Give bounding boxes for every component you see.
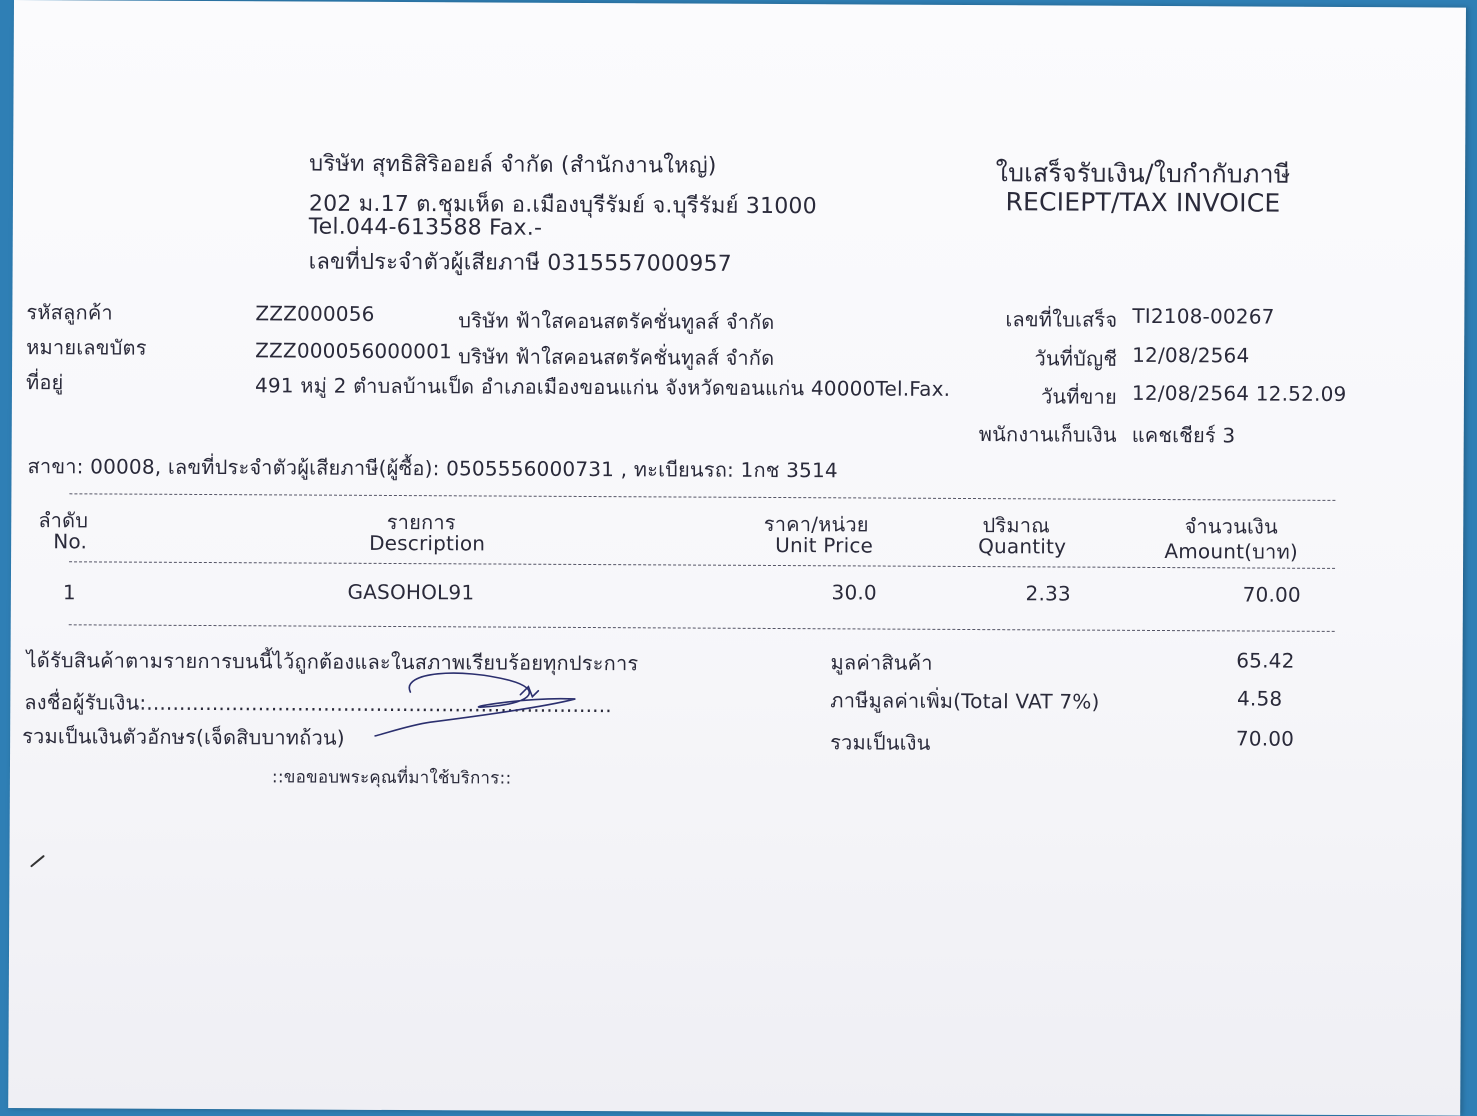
receipt-no-value: TI2108-00267 <box>1132 303 1275 329</box>
pen-mark <box>29 850 49 870</box>
header-price-en: Unit Price <box>775 532 874 558</box>
receipt-no-label: เลขที่ใบเสร็จ <box>1005 307 1118 332</box>
customer-card-name: บริษัท ฟ้าใสคอนสตรัคชั่นทูลส์ จำกัด <box>458 344 775 370</box>
customer-code-value: ZZZ000056 <box>255 301 375 326</box>
vat-label: ภาษีมูลค่าเพิ่ม(Total VAT 7%) <box>830 688 1100 714</box>
row-quantity: 2.33 <box>1025 581 1071 606</box>
sale-date-value: 12/08/2564 12.52.09 <box>1131 380 1347 406</box>
signature-line: ลงชื่อผู้รับเงิน:....................................................................... <box>24 690 612 718</box>
table-bottom-rule <box>69 624 1335 632</box>
received-statement: ได้รับสินค้าตามรายการบนนี้ไว้ถูกต้องและในสภาพเรียบร้อยทุกประการ <box>26 648 639 676</box>
account-date-value: 12/08/2564 <box>1132 342 1250 368</box>
header-qty-en: Quantity <box>978 534 1067 559</box>
handwritten-signature <box>370 662 600 753</box>
row-description: GASOHOL91 <box>347 579 475 605</box>
header-desc-thai: รายการ <box>386 509 456 535</box>
sale-date-label: วันที่ขาย <box>1040 384 1118 409</box>
customer-card-label: หมายเลขบัตร <box>26 335 147 360</box>
row-amount: 70.00 <box>1242 582 1301 607</box>
row-unit-price: 30.0 <box>831 580 877 605</box>
header-amount-en: Amount(บาท) <box>1164 539 1298 564</box>
customer-code-label: รหัสลูกค้า <box>26 300 113 325</box>
row-no: 1 <box>62 580 76 605</box>
header-amount-thai: จำนวนเงิน <box>1184 514 1278 539</box>
account-date-label: วันที่บัญชี <box>1034 346 1118 371</box>
company-contact: Tel.044-613588 Fax.- <box>308 214 543 241</box>
header-no-en: No. <box>53 529 88 554</box>
cashier-value: แคชเชียร์ 3 <box>1131 422 1236 448</box>
receipt-paper <box>8 0 1466 1116</box>
customer-card-value: ZZZ000056000001 <box>255 338 453 364</box>
header-desc-en: Description <box>369 530 486 556</box>
table-top-rule <box>69 493 1335 501</box>
header-qty-thai: ปริมาณ <box>982 513 1051 538</box>
thank-you-note: ::ขอขอบพระคุณที่มาใช้บริการ:: <box>271 767 512 789</box>
header-price-thai: ราคา/หน่วย <box>763 511 869 537</box>
total-label: รวมเป็นเงิน <box>830 730 931 755</box>
vat-value: 4.58 <box>1236 686 1283 711</box>
goods-value-label: มูลค่าสินค้า <box>830 650 933 675</box>
branch-line: สาขา: 00008, เลขที่ประจำตัวผู้เสียภาษี(ผู้ซื้อ): 0505556000731 , ทะเบียนรถ: 1กช 3514 <box>27 454 838 483</box>
company-tax-id: เลขที่ประจำตัวผู้เสียภาษี 0315557000957 <box>308 249 732 277</box>
customer-code-name: บริษัท ฟ้าใสคอนสตรัคชั่นทูลส์ จำกัด <box>458 308 775 334</box>
company-name: บริษัท สุทธิสิริออยล์ จำกัด (สำนักงานใหญ่) <box>309 151 717 179</box>
doc-title-thai: ใบเสร็จรับเงิน/ใบกำกับภาษี <box>995 158 1291 189</box>
doc-title-english: RECIEPT/TAX INVOICE <box>1005 187 1281 218</box>
goods-value: 65.42 <box>1236 648 1295 673</box>
customer-address-label: ที่อยู่ <box>25 370 64 395</box>
total-value: 70.00 <box>1235 726 1295 751</box>
customer-address-value: 491 หมู่ 2 ตำบลบ้านเป็ด อำเภอเมืองขอนแก่น จังหวัดขอนแก่น 40000Tel.Fax. <box>254 373 951 401</box>
cashier-label: พนักงานเก็บเงิน <box>978 422 1117 447</box>
amount-in-words: รวมเป็นเงินตัวอักษร(เจ็ดสิบบาทถ้วน) <box>22 724 345 750</box>
company-address: 202 ม.17 ต.ชุมเห็ด อ.เมืองบุรีรัมย์ จ.บุรีรัมย์ 31000 <box>308 191 817 220</box>
header-no-thai: ลำดับ <box>38 508 89 533</box>
